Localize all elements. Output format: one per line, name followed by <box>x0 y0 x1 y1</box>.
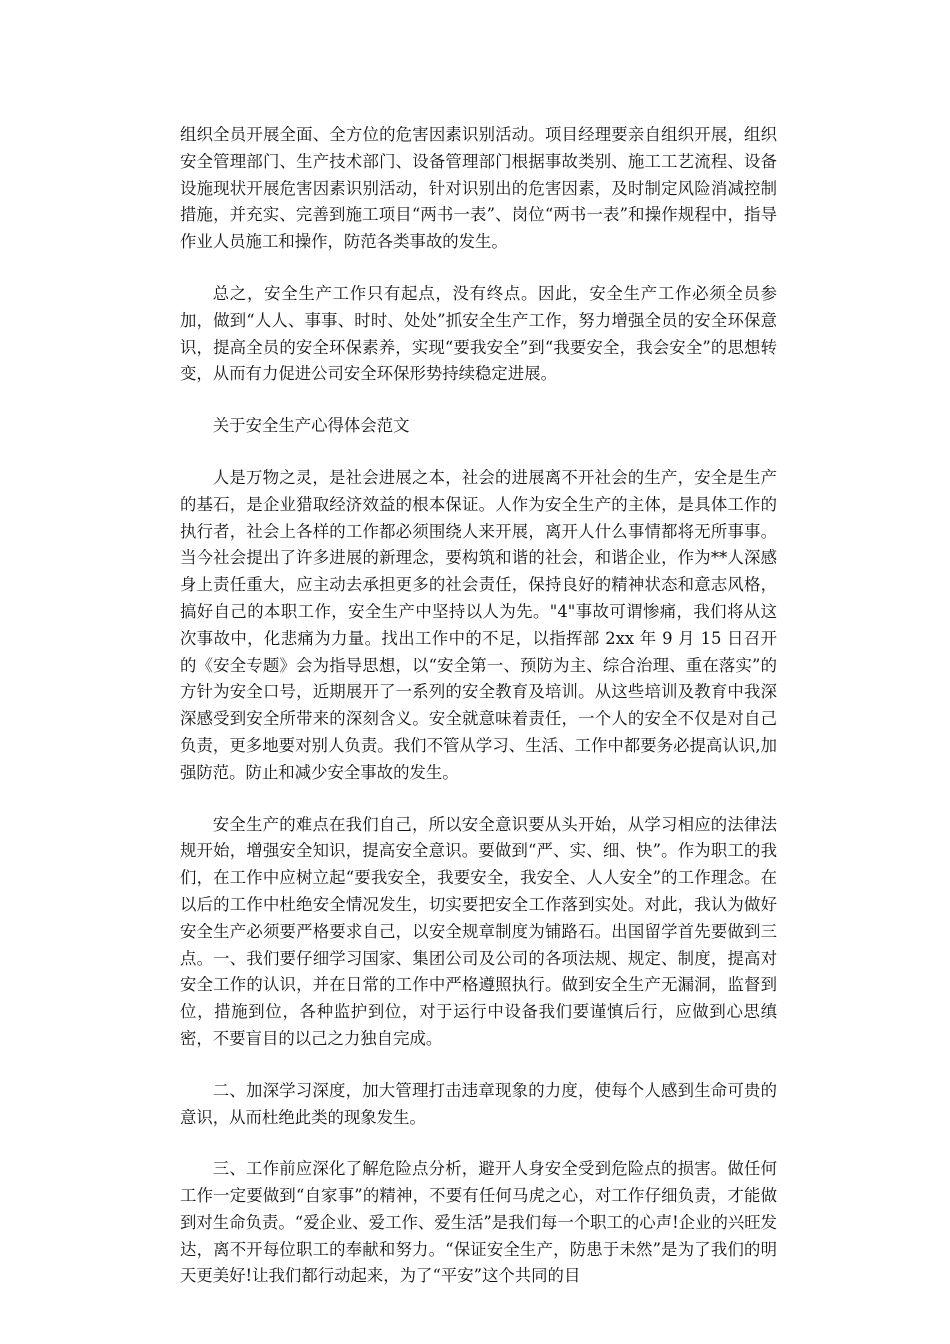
document-page <box>180 122 777 1315</box>
section-heading: 关于安全生产心得体会范文 <box>212 416 410 436</box>
paragraph-safety-awareness: 安全生产的难点在我们自己，所以安全意识要从头开始，从学习相应的法律法规开始，增强安全知识，提高安全意识。要做到“严、实、细、快”。作为职工的我们，在工作中应树立起“要我安全，我要安全，我安全、人人安全”的工作理念。在以后的工作中杜绝安全情况发生，切实要把安全工作落到实处。对此，我认为做好安全生产必须要严格要求自己，以安全规章制度为铺路石。出国留学首先要做到三点。一、我们要仔细学习国家、集团公司及公司的各项法规、规定、制度，提高对安全工作的认识，并在日常的工作中严格遵照执行。做到安全生产无漏洞，监督到位，措施到位，各种监护到位，对于运行中设备我们要谨慎后行，应做到心思缜密，不要盲目的以己之力独自完成。 <box>180 814 777 1048</box>
paragraph-people-first: 人是万物之灵，是社会进展之本，社会的进展离不开社会的生产，安全是生产的基石，是企业猎取经济效益的根本保证。人作为安全生产的主体，是具体工作的执行者，社会上各样的工作都必须围绕人来开展，离开人什么事情都将无所事事。当今社会提出了许多进展的新理念，要构筑和谐的社会，和谐企业，作为**人深感身上责任重大，应主动去承担更多的社会责任，保持良好的精神状态和意志风格，搞好自己的本职工作，安全生产中坚持以人为先。"4"事故可谓惨痛，我们将从这次事故中，化悲痛为力量。找出工作中的不足，以指挥部 2xx 年 9 月 15 日召开的《安全专题》会为指导思想，以“安全第一、预防为主、综合治理、重在落实”的方针为安全口号，近期展开了一系列的安全教育及培训。从这些培训及教育中我深深感受到安全所带来的深刻含义。安全就意味着责任，一个人的安全不仅是对自己负责，更多地要对别人负责。我们不管从学习、生活、工作中都要务必提高认识,加强防范。防止和减少安全事故的发生。 <box>180 467 777 782</box>
paragraph-summary: 总之，安全生产工作只有起点，没有终点。因此，安全生产工作必须全员参加，做到“人人、事事、时时、处处”抓安全生产工作，努力增强全员的安全环保意识，提高全员的安全环保素养，实现“要我安全”到“我要安全，我会安全”的思想转变，从而有力促进公司安全环保形势持续稳定进展。 <box>180 283 777 384</box>
paragraph-point-three: 三、工作前应深化了解危险点分析，避开人身安全受到危险点的损害。做任何工作一定要做到“自家事”的精神，不要有任何马虎之心，对工作仔细负责，才能做到对生命负责。“爱企业、爱工作、爱生活”是我们每一个职工的心声!企业的兴旺发达，离不开每位职工的奉献和努力。“保证安全生产，防患于未然”是为了我们的明天更美好!让我们都行动起来，为了“平安”这个共同的目 <box>180 1159 778 1286</box>
paragraph-point-two: 二、加深学习深度，加大管理打击违章现象的力度，使每个人感到生命可贵的意识，从而杜绝此类的现象发生。 <box>180 1080 777 1127</box>
paragraph-hazard-identification: 组织全员开展全面、全方位的危害因素识别活动。项目经理要亲自组织开展，组织安全管理部门、生产技术部门、设备管理部门根据事故类别、施工工艺流程、设备设施现状开展危害因素识别活动，针对识别出的危害因素，及时制定风险消减控制措施，并充实、完善到施工项目“两书一表”、岗位“两书一表”和操作规程中，指导作业人员施工和操作，防范各类事故的发生。 <box>180 125 777 252</box>
